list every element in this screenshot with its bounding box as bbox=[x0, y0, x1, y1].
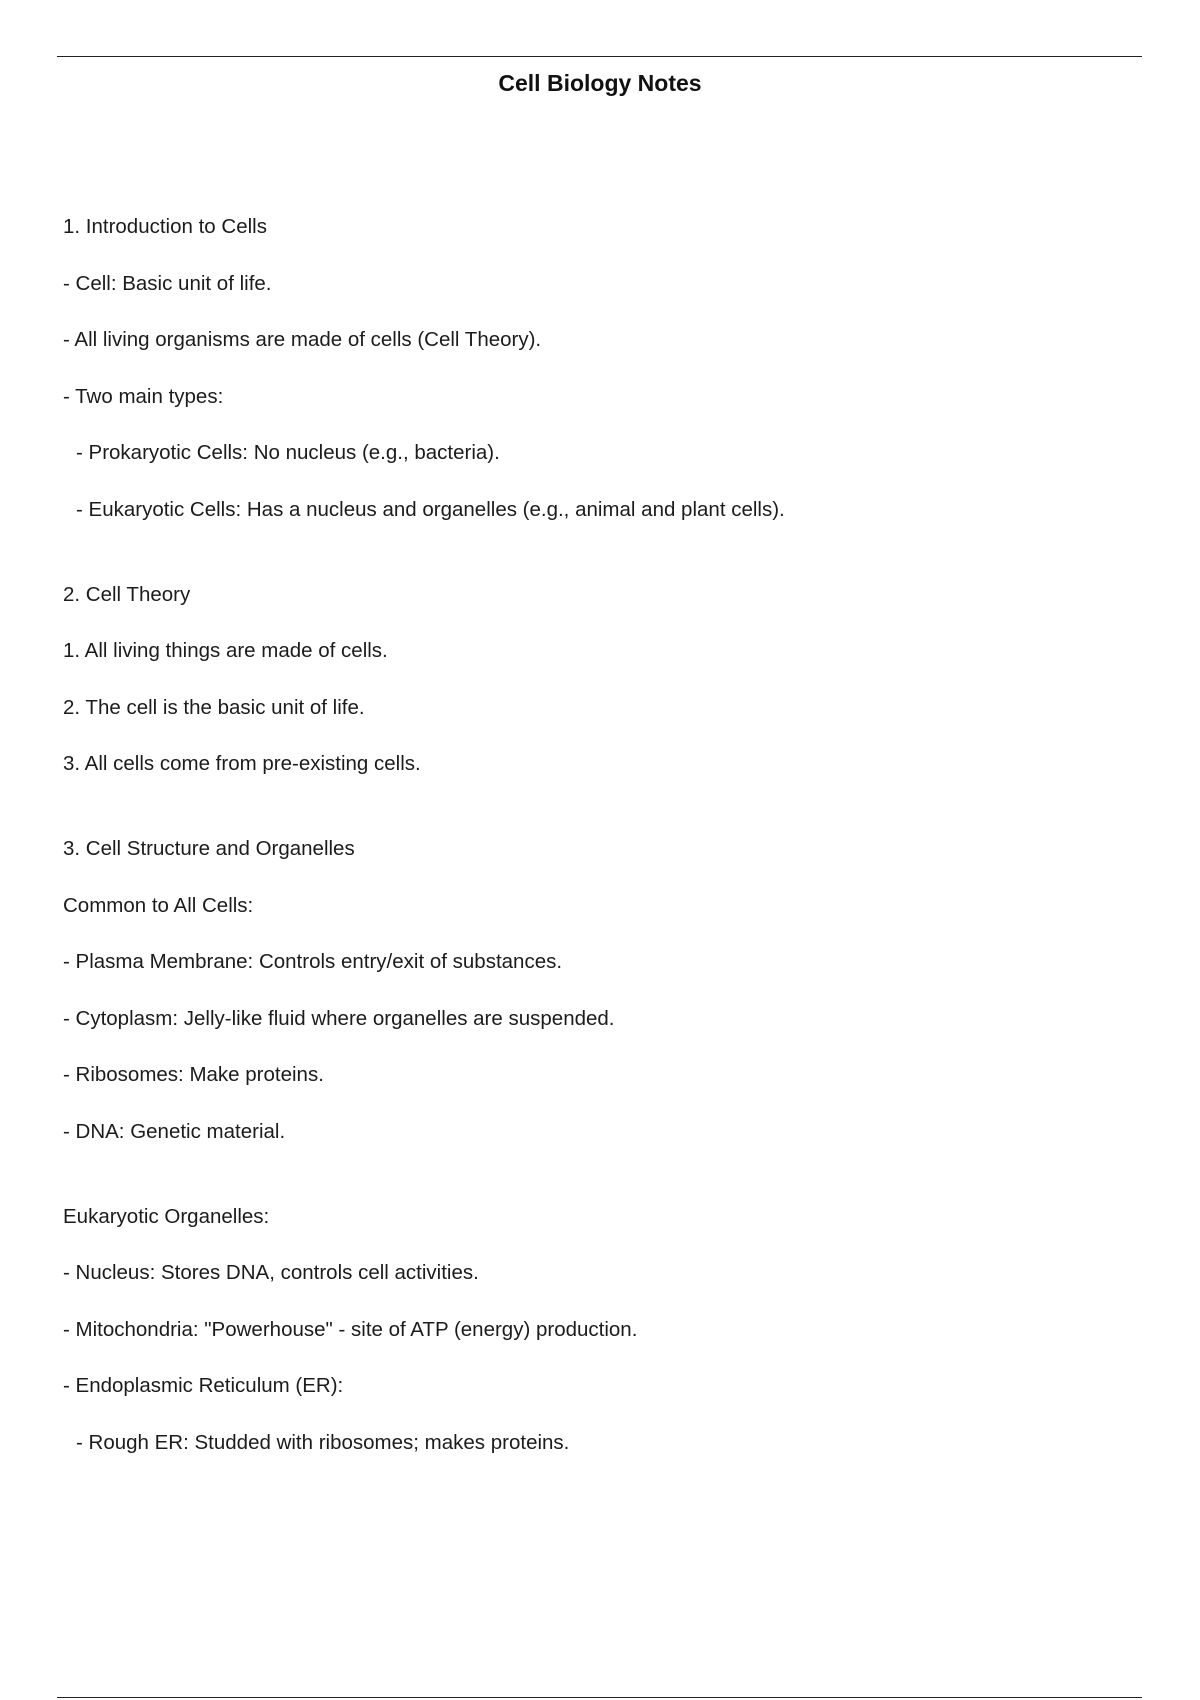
document-body bbox=[63, 213, 1143, 1514]
section-eukaryotic-organelles bbox=[63, 1203, 1143, 1457]
list-item: - Nucleus: Stores DNA, controls cell activities. bbox=[63, 1261, 479, 1284]
top-rule bbox=[57, 56, 1142, 57]
section-heading: 3. Cell Structure and Organelles bbox=[63, 837, 355, 860]
list-item: - Plasma Membrane: Controls entry/exit of substances. bbox=[63, 950, 563, 973]
section-cell-theory bbox=[63, 581, 1143, 779]
section-cell-structure bbox=[63, 835, 1143, 1146]
list-item: - Mitochondria: "Powerhouse" - site of ATP (energy) production. bbox=[63, 1317, 638, 1341]
sub-list-item: - Rough ER: Studded with ribosomes; makes proteins. bbox=[76, 1430, 570, 1454]
list-item: - All living organisms are made of cells (Cell Theory). bbox=[63, 328, 542, 351]
list-item: - Cell: Basic unit of life. bbox=[63, 271, 272, 295]
sub-list-item: - Eukaryotic Cells: Has a nucleus and organelles (e.g., animal and plant cells). bbox=[76, 497, 785, 521]
list-item: - DNA: Genetic material. bbox=[63, 1119, 286, 1143]
sub-list-item: - Prokaryotic Cells: No nucleus (e.g., bacteria). bbox=[76, 441, 500, 464]
bottom-rule bbox=[57, 1697, 1142, 1698]
section-heading: 1. Introduction to Cells bbox=[63, 215, 267, 238]
list-item: 1. All living things are made of cells. bbox=[63, 639, 388, 662]
section-heading: 2. Cell Theory bbox=[63, 582, 191, 606]
list-item: - Two main types: bbox=[63, 384, 224, 408]
document-title: Cell Biology Notes bbox=[498, 70, 702, 96]
list-item: - Cytoplasm: Jelly-like fluid where organelles are suspended. bbox=[63, 1006, 615, 1030]
section-introduction bbox=[63, 213, 1143, 524]
list-item: 3. All cells come from pre-existing cells. bbox=[63, 752, 421, 775]
list-item: - Endoplasmic Reticulum (ER): bbox=[63, 1374, 344, 1397]
list-item: 2. The cell is the basic unit of life. bbox=[63, 695, 365, 719]
list-item: - Ribosomes: Make proteins. bbox=[63, 1063, 324, 1086]
section-heading: Eukaryotic Organelles: bbox=[63, 1204, 270, 1228]
subheading: Common to All Cells: bbox=[63, 893, 254, 917]
